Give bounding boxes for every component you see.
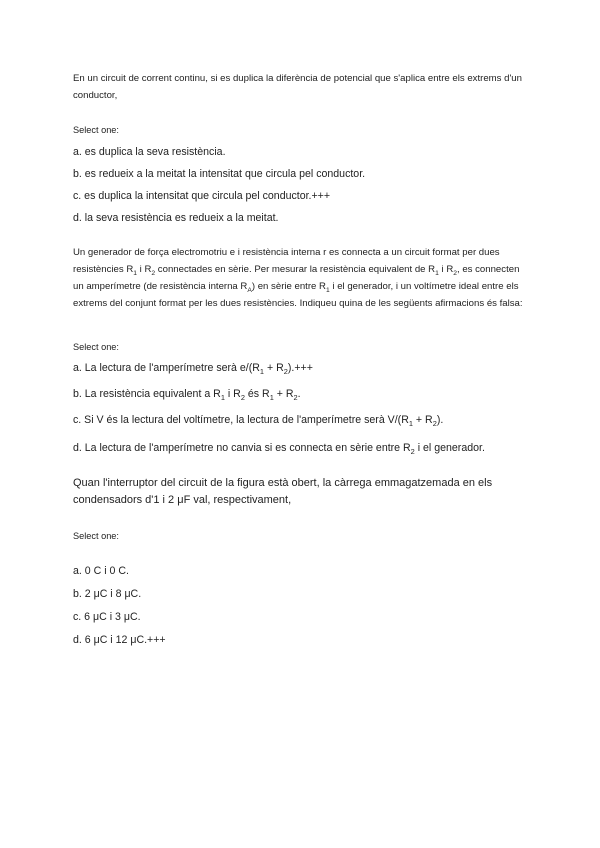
question-3-option-a[interactable]: a. 0 C i 0 C.: [73, 565, 129, 577]
question-1-option-d[interactable]: d. la seva resistència es redueix a la meitat.: [73, 212, 279, 224]
question-2-select-label: Select one:: [73, 342, 119, 352]
question-2-option-b[interactable]: b. La resistència equivalent a $R_1$ i $R_2$ és $R_1 + R_2$.: [73, 388, 301, 402]
question-2-stem: Un generador de força electromotriu e i resistència interna r es connecta a un circuit format per dues resistències $R_1$ i $R_2$ connectades en sèrie. Per mesurar la resistència equivalent de $R_1$ i $R_2$, es connecten un amperímetre (de resistència interna $R_A$) en sèrie entre $R_1$ i el generador, i un voltímetre ideal entre els extrems del conjunt format per les dues resistències. Indiqueu quina de les següents afirmacions és falsa:: [73, 247, 523, 309]
question-2-option-d[interactable]: d. La lectura de l'amperímetre no canvia si es connecta en sèrie entre $R_2$ i el generador.: [73, 442, 485, 456]
question-3-option-c[interactable]: c. 6 μC i 3 μC.: [73, 611, 141, 623]
question-2-option-a[interactable]: a. La lectura de l'amperímetre serà $e/(R_1 + R_2).+++$: [73, 362, 313, 376]
question-1-option-a[interactable]: a. es duplica la seva resistència.: [73, 146, 226, 158]
question-2-option-c[interactable]: c. Si V és la lectura del voltímetre, la lectura de l'amperímetre serà $V/(R_1 + R_2)$.: [73, 414, 444, 428]
question-1-option-c[interactable]: c. es duplica la intensitat que circula pel conductor.+++: [73, 190, 331, 202]
question-3-option-d[interactable]: d. 6 μC i 12 μC.+++: [73, 634, 166, 646]
question-3-select-label: Select one:: [73, 531, 119, 541]
question-1-stem: En un circuit de corrent continu, si es duplica la diferència de potencial que s'aplica entre els extrems d'un conductor,: [73, 73, 522, 101]
question-1-option-b[interactable]: b. es redueix a la meitat la intensitat que circula pel conductor.: [73, 168, 366, 180]
question-1-select-label: Select one:: [73, 125, 119, 135]
question-3-stem: Quan l'interruptor del circuit de la figura està obert, la càrrega emmagatzemada en els condensadors d'1 i 2 μF val, respectivament,: [73, 477, 493, 506]
question-3-option-b[interactable]: b. 2 μC i 8 μC.: [73, 588, 142, 600]
